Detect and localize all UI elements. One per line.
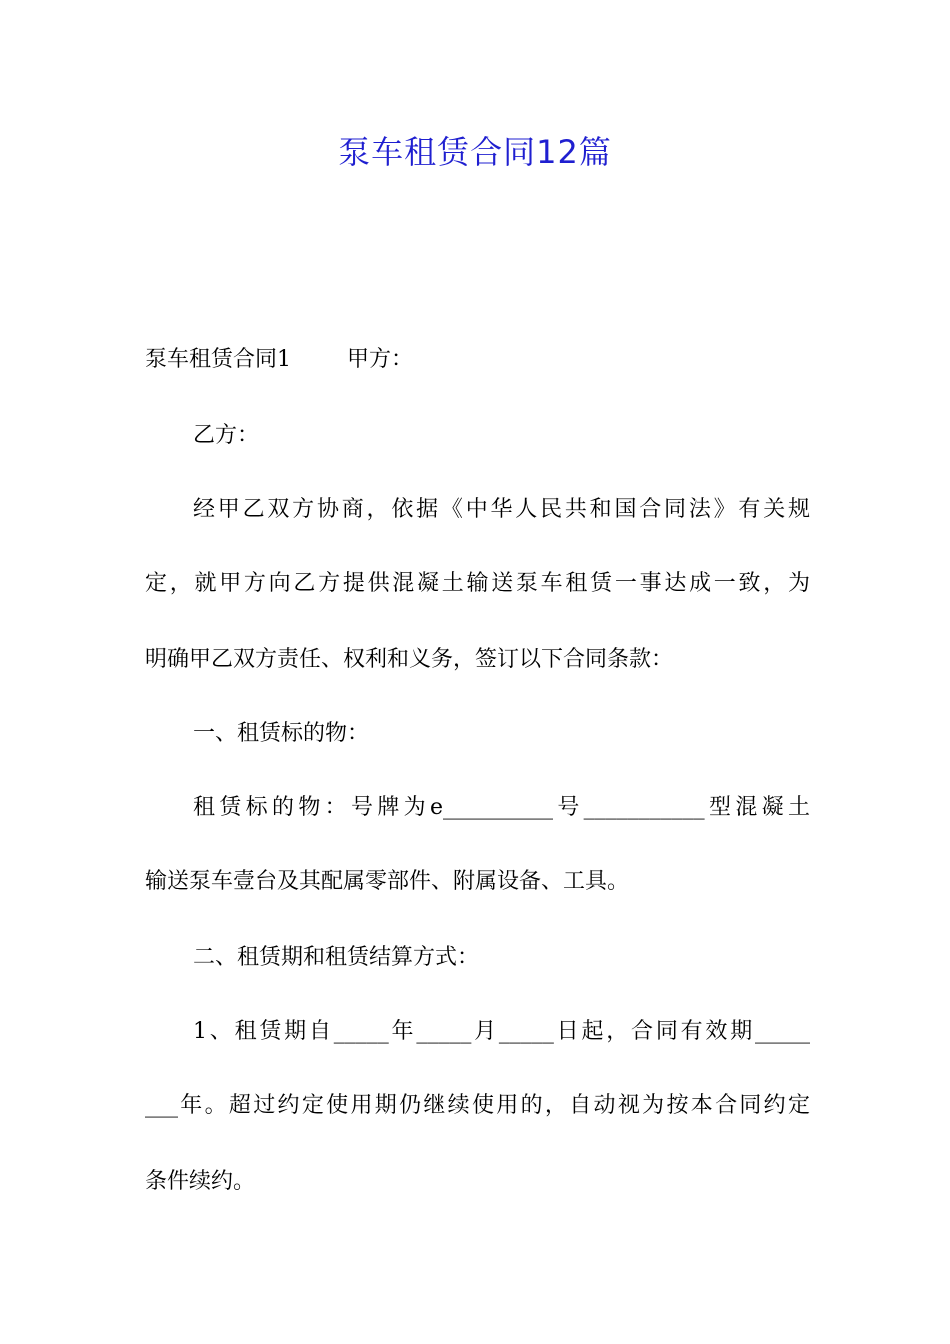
- party-a-label: 甲方：: [347, 347, 414, 372]
- paragraph-line: 明确甲乙双方责任、权利和义务，签订以下合同条款：: [145, 647, 674, 672]
- paragraph-line: 条件续约。: [145, 1169, 256, 1194]
- party-b-label: 乙方：: [193, 423, 260, 448]
- paragraph-line: 输送泵车壹台及其配属零部件、附属设备、工具。: [145, 869, 630, 894]
- section-heading: 二、租赁期和租赁结算方式：: [193, 945, 480, 970]
- paragraph-line: 租赁标的物：号牌为e__________号___________型混凝土: [193, 795, 810, 820]
- document-title: 泵车租赁合同12篇: [338, 133, 612, 171]
- paragraph-line: 经甲乙双方协商，依据《中华人民共和国合同法》有关规: [193, 497, 810, 522]
- contract-number-heading: 泵车租赁合同1: [145, 347, 291, 372]
- paragraph-line: 1、租赁期自_____年_____月_____日起，合同有效期_____: [193, 1019, 810, 1044]
- section-heading: 一、租赁标的物：: [193, 721, 370, 746]
- paragraph-line: 定，就甲方向乙方提供混凝土输送泵车租赁一事达成一致，为: [145, 571, 810, 596]
- paragraph-heading-line: [145, 342, 810, 378]
- paragraph-line: ___年。超过约定使用期仍继续使用的，自动视为按本合同约定: [145, 1093, 810, 1118]
